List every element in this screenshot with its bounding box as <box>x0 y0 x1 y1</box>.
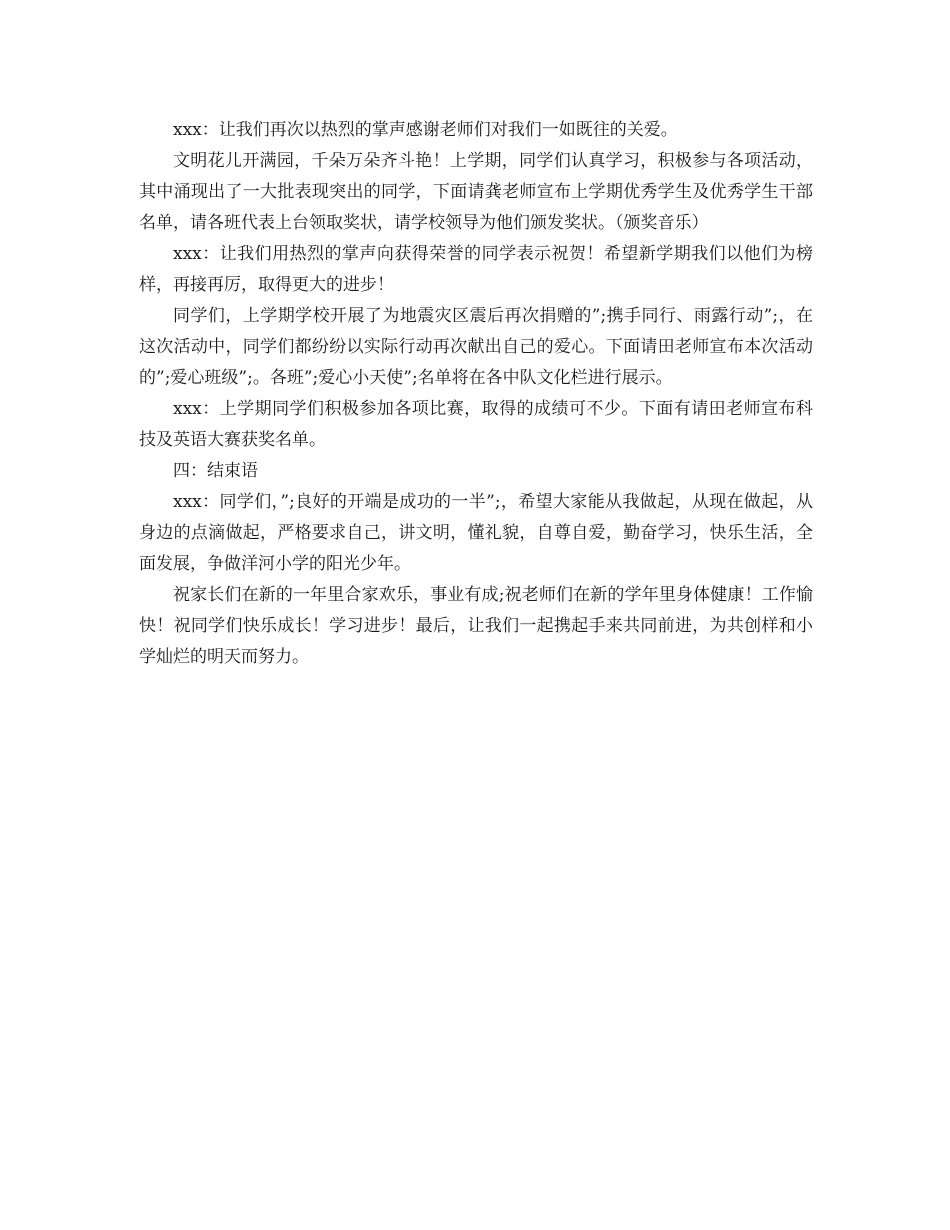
document-body <box>139 115 813 673</box>
paragraph-closing-speech: xxx：同学们，”;良好的开端是成功的一半”;，希望大家能从我做起，从现在做起，从身边的点滴做起，严格要求自己，讲文明，懂礼貌，自尊自爱，勤奋学习，快乐生活，全面发展，争做洋河小学的阳光少年。 <box>139 492 813 574</box>
section-heading-closing: 四：结束语 <box>173 461 258 481</box>
paragraph-donation-activity: 同学们，上学期学校开展了为地震灾区震后再次捐赠的”;携手同行、雨露行动”;，在这次活动中，同学们都纷纷以实际行动再次献出自己的爱心。下面请田老师宣布本次活动的”;爱心班级”;。各班”;爱心小天使”;名单将在各中队文化栏进行展示。 <box>139 306 813 388</box>
paragraph-final-wishes: 祝家长们在新的一年里合家欢乐，事业有成;祝老师们在新的学年里身体健康！工作愉快！祝同学们快乐成长！学习进步！最后，让我们一起携起手来共同前进，为共创样和小学灿烂的明天而努力。 <box>139 585 813 667</box>
paragraph-thanks-teachers: xxx：让我们再次以热烈的掌声感谢老师们对我们一如既往的关爱。 <box>173 120 678 140</box>
paragraph-awards-announcement: 文明花儿开满园，千朵万朵齐斗艳！上学期，同学们认真学习，积极参与各项活动，其中涌现出了一大批表现突出的同学，下面请龚老师宣布上学期优秀学生及优秀学生干部名单，请各班代表上台领取奖状，请学校领导为他们颁发奖状。（颁奖音乐） <box>139 151 813 233</box>
paragraph-congratulations: xxx：让我们用热烈的掌声向获得荣誉的同学表示祝贺！希望新学期我们以他们为榜样，再接再厉，取得更大的进步！ <box>139 244 813 295</box>
paragraph-competition-results: xxx：上学期同学们积极参加各项比赛，取得的成绩可不少。下面有请田老师宣布科技及英语大赛获奖名单。 <box>139 399 813 450</box>
